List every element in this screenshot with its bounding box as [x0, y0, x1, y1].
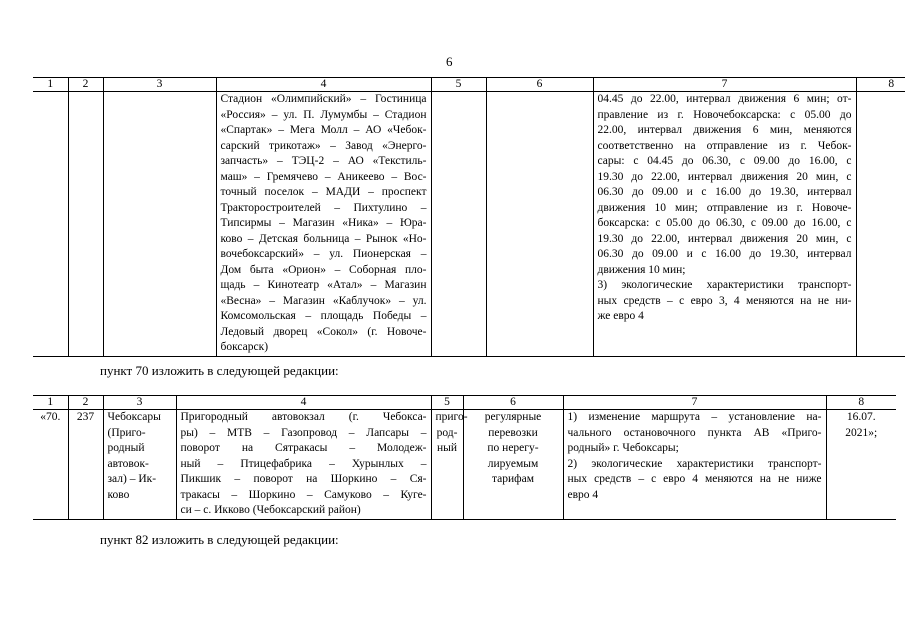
text-line: боксарска: с 05.00 до 06.30, с 09.00 до 16.00, с: [597, 217, 852, 229]
text-line: 19.30 до 22.00, интервал движения 20 мин, с: [597, 170, 852, 183]
text-line: сарский трикотаж» – Завод «Энерго-: [220, 139, 427, 152]
text-line: ных средств – с евро 3, 4 меняются на не ни-: [597, 294, 852, 307]
header-cell: 5: [431, 396, 463, 410]
cell-number: [33, 92, 68, 357]
header-cell: 1: [33, 78, 68, 92]
cell-route-type: [431, 410, 468, 520]
text-line: щадь – Кинотеатр «Атал» – Магазин: [220, 279, 427, 291]
text-line: перевозки: [488, 426, 538, 439]
cell-transport-type: [486, 92, 593, 357]
text-line: «Россия» – ул. П. Лумумбы – Стадион: [220, 108, 427, 121]
text-line: сары: с 04.45 до 06.30, с 09.00 до 16.00, с: [597, 155, 852, 167]
text-line: ный – Птицефабрика – Хурынлых –: [180, 457, 427, 470]
text-line: 2) экологические характеристики транспорт-: [567, 457, 822, 470]
header-cell: 2: [68, 78, 103, 92]
cell-route-type: [431, 92, 486, 357]
header-cell: 7: [593, 78, 856, 92]
text-line: (Приго-: [107, 426, 146, 439]
text-line: «Весна» – Магазин «Каблучок» – ул.: [220, 294, 427, 307]
text-line: автовок-: [107, 457, 149, 470]
text-line: движения 10 мин;: [597, 263, 686, 276]
text-line: боксарск): [220, 341, 269, 353]
text-line: евро 4: [567, 488, 599, 501]
text-line: Пикшик – поворот на Шоркино – Ся-: [180, 473, 427, 485]
header-cell: 6: [463, 396, 563, 410]
text-line: правление из г. Новочебоксарска: с 05.00 до: [597, 108, 852, 121]
cell-date: [826, 410, 896, 520]
instruction-paragraph: пункт 70 изложить в следующей редакции:: [100, 363, 339, 378]
text-line: род-: [436, 426, 458, 439]
cell-route-stops: [176, 410, 431, 520]
text-line: чального остановочного пункта АВ «Приго-: [567, 426, 822, 439]
cell-route-name: [103, 92, 216, 357]
text-line: 06.30 до 09.00 и с 16.00 до 19.30, интервал: [597, 186, 852, 198]
text-line: маш» – Гремячево – Аникеево – Вос-: [220, 170, 427, 183]
header-cell: 3: [103, 396, 176, 410]
cell-route-stops: [216, 92, 431, 357]
cell-changes: [563, 410, 826, 520]
text-line: точный поселок – МАДИ – проспект: [220, 186, 427, 198]
text-line: поворот на Сятракасы – Молодеж-: [180, 442, 427, 454]
text-line: регулярные: [484, 411, 542, 423]
text-line: тракасы – Шоркино – Самуково – Куге-: [180, 488, 427, 501]
text-line: тарифам: [491, 473, 534, 485]
text-line: ных средств – с евро 4 меняются на не ниже: [567, 473, 822, 485]
cell-route-number: [68, 92, 103, 357]
text-line: по нерегу-: [487, 442, 539, 454]
header-cell: 7: [563, 396, 826, 410]
text-line: 2021»;: [845, 426, 878, 439]
text-line: ный: [436, 442, 458, 454]
text-line: 06.30 до 09.00 и с 16.00 до 19.30, интервал: [597, 248, 852, 260]
table-row: [33, 410, 896, 520]
text-line: Ледовый дворец «Сокол» (г. Новоче-: [220, 325, 427, 338]
cell-number: «70.: [33, 410, 68, 520]
instruction-paragraph: пункт 82 изложить в следующей редакции:: [100, 532, 339, 547]
text-line: родный» г. Чебоксары;: [567, 442, 679, 454]
text-line: 19.30 до 22.00, интервал движения 20 мин, с: [597, 232, 852, 245]
text-line: зал) – Ик-: [107, 473, 157, 485]
header-cell: 4: [216, 78, 431, 92]
text-line: Тракторостроителей – Пихтулино –: [220, 201, 427, 214]
routes-table-continued: [33, 77, 905, 357]
header-cell: 2: [68, 396, 103, 410]
route-70-table: [33, 395, 896, 520]
text-line: си – с. Икково (Чебоксарский район): [180, 504, 361, 516]
text-line: 22.00, интервал движения 6 мин, меняются: [597, 124, 852, 136]
cell-transport-type: [463, 410, 563, 520]
header-cell: 5: [431, 78, 486, 92]
table-header-row: [33, 396, 896, 410]
header-cell: 4: [176, 396, 431, 410]
text-line: 3) экологические характеристики транспорт-: [597, 279, 852, 291]
table-header-row: [33, 78, 905, 92]
header-cell: 1: [33, 396, 68, 410]
text-line: «Спартак» – Мега Молл – АО «Чебок-: [220, 124, 427, 136]
cell-route-number: 237: [68, 410, 103, 520]
text-line: запчасть» – ТЭЦ-2 – АО «Текстиль-: [220, 155, 427, 167]
text-line: движения 10 мин; отправление из г. Новоче-: [597, 201, 852, 214]
text-line: ково – Детская больница – Рынок «Но-: [220, 232, 427, 245]
header-cell: 6: [486, 78, 593, 92]
text-line: соответственно на отправление из г. Чебок-: [597, 139, 852, 152]
text-line: Комсомольская – площадь Победы –: [220, 310, 427, 322]
page-number: 6: [446, 54, 453, 69]
text-line: Дом быта «Орион» – Соборная пло-: [220, 263, 427, 276]
cell-changes: [593, 92, 856, 357]
text-line: же евро 4: [597, 310, 644, 322]
header-cell: 8: [856, 78, 905, 92]
text-line: лируемым: [487, 457, 539, 470]
text-line: приго-: [435, 411, 468, 423]
text-line: Стадион «Олимпийский» – Гостиница: [220, 93, 427, 105]
text-line: ры) – МТВ – Газопровод – Лапсары –: [180, 426, 427, 439]
header-cell: 3: [103, 78, 216, 92]
text-line: 04.45 до 22.00, интервал движения 6 мин; от-: [597, 93, 852, 105]
text-line: Пригородный автовокзал (г. Чебокса-: [180, 411, 427, 423]
text-line: родный: [107, 442, 145, 454]
text-line: Чебоксары: [107, 411, 161, 423]
text-line: 1) изменение маршрута – установление на-: [567, 411, 822, 423]
text-line: 16.07.: [846, 411, 876, 423]
text-line: ково: [107, 488, 130, 501]
text-line: Типсирмы – Магазин «Ника» – Юра-: [220, 217, 427, 229]
cell-date: [856, 92, 905, 357]
header-cell: 8: [826, 396, 896, 410]
table-row: [33, 92, 905, 357]
cell-route-name: [103, 410, 176, 520]
text-line: вочебоксарский» – ул. Пионерская –: [220, 248, 427, 260]
